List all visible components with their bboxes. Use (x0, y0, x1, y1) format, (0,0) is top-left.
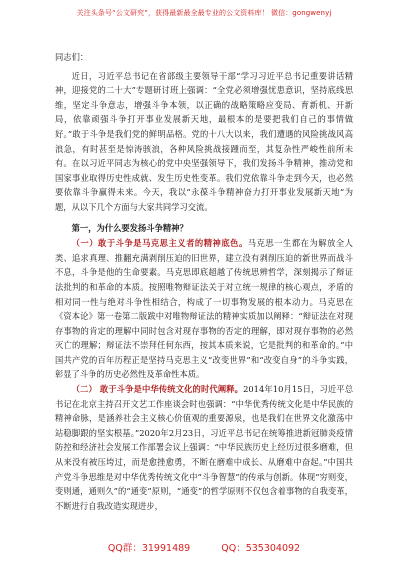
point-1-paragraph (55, 236, 353, 382)
point-1-title: （一）敢于斗争是马克思主义者的精神底色。 (71, 238, 248, 249)
point-2-body: 2014年10月15日，习近平总书记在北京主持召开文艺工作座谈会时也强调：“中华优秀传统文化是中华民族的精神命脉，是涵养社会主义核心价值观的重要源泉，也是我们在世界文化激荡中站稳脚跟的坚实根基。”2020年2月23日，习近平总书记在统筹推进新冠肺炎疫情防控和经济社会发展工作部署会议上强调：“中华民族历史上经历过很多磨难，但从来没有被压垮过，而是愈挫愈勇，不断在磨难中成长、从磨难中奋起。”中国共产党斗争思维是对中华优秀传统文化中“斗争智慧”的传承与创新。体现“穷则变，变则通，通则久”的“通变”原则，“通变”的哲学原则不仅包含着事物的自我变革，不断进行自我改造实现进步， (55, 384, 354, 511)
point-2-title: （二） 敢于斗争是中华传统文化的时代阐释。 (71, 384, 244, 395)
qq-group: QQ群：31991489 (107, 543, 191, 554)
qq-number: QQ：535304092 (221, 543, 301, 554)
point-1-body: 马克思一生都在为解放全人类、追求真理、推翻充满剥削压迫的旧世界，建立没有剥削压迫的新世界而战斗不息，斗争是他的生命要素。马克思即底超越了传统思辨哲学，深刻揭示了辩证法批判的和革命的本质。按照唯物辩证法关于对立统一规律的核心观点，矛盾的相对同一性与绝对斗争性相结合，构成了一切事物发展的根本动力。马克思在《资本论》第一卷第二版跋中对唯物辩证法的精神实质加以阐释：“辩证法在对现存事物的肯定的理解中同时包含对现存事物的否定的理解，即对现存事物的必然灭亡的理解；辩证法不崇拜任何东西，按其本质来说，它是批判的和革命的。”中国共产党的百年历程正是坚持马克思主义“改变世界”和“改变自身”的斗争实践，彰显了斗争的历史必然性及革命性本质。 (55, 238, 353, 380)
top-banner (0, 0, 408, 34)
intro-paragraph: 近日，习近平总书记在省部级主要领导干部“学习习近平总书记重要讲话精神，迎接党的二十大”专题研讨班上强调：“全党必须增强忧患意识，坚持底线思维，坚定斗争意志，增强斗争本领，以正确的战略策略应变局、育新机、开新局，依靠顽强斗争打开事业发展新天地，最根本的是要把我们自己的事情做好。”敢于斗争是我们党的鲜明品格。党的十八大以来，我们遭遇的风险挑战风高浪急，有时甚至是惊涛骇浪，各种风险挑战接踵而至，其复杂性严峻性前所未有。在以习近平同志为核心的党中央坚强领导下，我们发扬斗争精神，推动党和国家事业取得历史性成就、发生历史性变革。我们党依靠斗争走到今天，也必然要依靠斗争赢得未来。今天，我以“永葆斗争精神奋力打开事业发展新天地”为题，从以下几个方面与大家共同学习交流。 (55, 70, 353, 212)
banner-text: 关注头条号“公文研究”，获得最新最全最专业的公文资料库！ 微信：gongwenyj (76, 9, 332, 17)
point-2-paragraph (55, 382, 353, 513)
contact-footer (0, 540, 408, 554)
section-heading-1: 第一，为什么要发扬斗争精神？ (71, 222, 188, 233)
document-body (55, 50, 353, 513)
salutation: 同志们： (55, 52, 89, 62)
